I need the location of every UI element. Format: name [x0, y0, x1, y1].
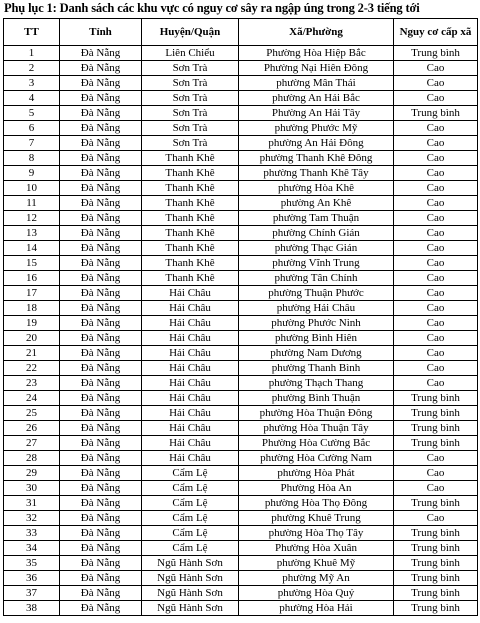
table-row	[4, 256, 478, 271]
cell-risk-level: Cao	[394, 376, 478, 391]
cell-district: Hải Châu	[142, 406, 239, 421]
cell-ward: Phường Hòa Xuân	[239, 541, 394, 556]
cell-risk-level: Cao	[394, 346, 478, 361]
cell-ward: phường Hòa Thọ Đông	[239, 496, 394, 511]
table-row	[4, 526, 478, 541]
cell-tt: 1	[4, 46, 60, 61]
table-row	[4, 451, 478, 466]
cell-risk-level: Cao	[394, 211, 478, 226]
cell-ward: phường Thạc Gián	[239, 241, 394, 256]
cell-province: Đà Nẵng	[60, 211, 142, 226]
cell-tt: 37	[4, 586, 60, 601]
cell-tt: 11	[4, 196, 60, 211]
table-row	[4, 556, 478, 571]
cell-district: Hải Châu	[142, 376, 239, 391]
cell-ward: phường Hòa Thọ Tây	[239, 526, 394, 541]
cell-district: Cẩm Lệ	[142, 526, 239, 541]
cell-province: Đà Nẵng	[60, 316, 142, 331]
cell-risk-level: Cao	[394, 151, 478, 166]
cell-province: Đà Nẵng	[60, 196, 142, 211]
cell-risk-level: Trung bình	[394, 421, 478, 436]
cell-ward: phường Thuận Phước	[239, 286, 394, 301]
cell-tt: 26	[4, 421, 60, 436]
cell-ward: phường Tam Thuận	[239, 211, 394, 226]
cell-tt: 14	[4, 241, 60, 256]
table-row	[4, 346, 478, 361]
cell-tt: 34	[4, 541, 60, 556]
cell-tt: 22	[4, 361, 60, 376]
cell-risk-level: Cao	[394, 271, 478, 286]
cell-tt: 25	[4, 406, 60, 421]
cell-province: Đà Nẵng	[60, 526, 142, 541]
cell-ward: phường Hòa Khê	[239, 181, 394, 196]
table-row	[4, 46, 478, 61]
cell-risk-level: Cao	[394, 196, 478, 211]
cell-district: Thanh Khê	[142, 181, 239, 196]
cell-district: Hải Châu	[142, 421, 239, 436]
cell-risk-level: Trung bình	[394, 571, 478, 586]
cell-province: Đà Nẵng	[60, 256, 142, 271]
cell-province: Đà Nẵng	[60, 511, 142, 526]
cell-district: Sơn Trà	[142, 61, 239, 76]
cell-risk-level: Trung bình	[394, 586, 478, 601]
cell-risk-level: Cao	[394, 76, 478, 91]
cell-province: Đà Nẵng	[60, 346, 142, 361]
cell-tt: 27	[4, 436, 60, 451]
cell-province: Đà Nẵng	[60, 361, 142, 376]
cell-ward: phường Thanh Khê Đông	[239, 151, 394, 166]
cell-district: Thanh Khê	[142, 211, 239, 226]
cell-province: Đà Nẵng	[60, 151, 142, 166]
cell-province: Đà Nẵng	[60, 241, 142, 256]
cell-tt: 29	[4, 466, 60, 481]
cell-risk-level: Cao	[394, 301, 478, 316]
table-row	[4, 541, 478, 556]
table-row	[4, 436, 478, 451]
cell-risk-level: Trung bình	[394, 436, 478, 451]
cell-tt: 7	[4, 136, 60, 151]
table-row	[4, 121, 478, 136]
table-header-row	[4, 19, 478, 46]
cell-tt: 3	[4, 76, 60, 91]
cell-district: Thanh Khê	[142, 166, 239, 181]
cell-risk-level: Cao	[394, 286, 478, 301]
cell-province: Đà Nẵng	[60, 586, 142, 601]
cell-district: Sơn Trà	[142, 76, 239, 91]
cell-province: Đà Nẵng	[60, 466, 142, 481]
table-row	[4, 136, 478, 151]
cell-tt: 2	[4, 61, 60, 76]
cell-ward: phường An Hải Bắc	[239, 91, 394, 106]
cell-risk-level: Cao	[394, 361, 478, 376]
cell-district: Cẩm Lệ	[142, 481, 239, 496]
table-row	[4, 241, 478, 256]
cell-tt: 13	[4, 226, 60, 241]
cell-ward: phường Vĩnh Trung	[239, 256, 394, 271]
cell-tt: 23	[4, 376, 60, 391]
cell-tt: 6	[4, 121, 60, 136]
cell-tt: 17	[4, 286, 60, 301]
cell-district: Cẩm Lệ	[142, 511, 239, 526]
cell-ward: Phường Hòa Cường Bắc	[239, 436, 394, 451]
cell-risk-level: Trung bình	[394, 46, 478, 61]
cell-district: Ngũ Hành Sơn	[142, 586, 239, 601]
cell-tt: 28	[4, 451, 60, 466]
cell-district: Sơn Trà	[142, 106, 239, 121]
cell-province: Đà Nẵng	[60, 226, 142, 241]
cell-district: Hải Châu	[142, 361, 239, 376]
cell-tt: 24	[4, 391, 60, 406]
cell-district: Hải Châu	[142, 391, 239, 406]
cell-district: Thanh Khê	[142, 271, 239, 286]
cell-district: Hải Châu	[142, 346, 239, 361]
cell-tt: 35	[4, 556, 60, 571]
cell-ward: phường Chính Gián	[239, 226, 394, 241]
cell-province: Đà Nẵng	[60, 391, 142, 406]
cell-risk-level: Cao	[394, 241, 478, 256]
header-district: Huyện/Quận	[142, 19, 239, 46]
cell-ward: phường Thạch Thang	[239, 376, 394, 391]
table-row	[4, 76, 478, 91]
table-row	[4, 421, 478, 436]
cell-province: Đà Nẵng	[60, 541, 142, 556]
cell-tt: 31	[4, 496, 60, 511]
risk-area-table	[3, 18, 478, 616]
cell-district: Sơn Trà	[142, 91, 239, 106]
cell-ward: phường Hòa Quý	[239, 586, 394, 601]
cell-risk-level: Trung bình	[394, 526, 478, 541]
cell-risk-level: Cao	[394, 451, 478, 466]
cell-ward: phường Bình Hiên	[239, 331, 394, 346]
table-row	[4, 601, 478, 616]
table-row	[4, 391, 478, 406]
cell-district: Sơn Trà	[142, 121, 239, 136]
cell-province: Đà Nẵng	[60, 46, 142, 61]
cell-district: Thanh Khê	[142, 196, 239, 211]
cell-district: Ngũ Hành Sơn	[142, 571, 239, 586]
cell-province: Đà Nẵng	[60, 61, 142, 76]
cell-tt: 20	[4, 331, 60, 346]
table-row	[4, 166, 478, 181]
cell-tt: 4	[4, 91, 60, 106]
cell-risk-level: Cao	[394, 166, 478, 181]
cell-tt: 16	[4, 271, 60, 286]
cell-tt: 32	[4, 511, 60, 526]
header-risk-level: Nguy cơ cấp xã	[394, 19, 478, 46]
cell-ward: phường Hòa Cường Nam	[239, 451, 394, 466]
table-row	[4, 316, 478, 331]
cell-district: Cẩm Lệ	[142, 496, 239, 511]
cell-district: Sơn Trà	[142, 136, 239, 151]
table-body	[4, 46, 478, 616]
cell-district: Hải Châu	[142, 436, 239, 451]
table-row	[4, 331, 478, 346]
cell-risk-level: Trung bình	[394, 391, 478, 406]
cell-province: Đà Nẵng	[60, 406, 142, 421]
document-title: Phụ lục 1: Danh sách các khu vực có nguy cơ sây ra ngập úng trong 2-3 tiếng tới	[4, 1, 420, 15]
table-row	[4, 496, 478, 511]
table-row	[4, 586, 478, 601]
cell-ward: phường Phước Mỹ	[239, 121, 394, 136]
cell-ward: phường Hòa Phát	[239, 466, 394, 481]
cell-district: Thanh Khê	[142, 256, 239, 271]
cell-district: Hải Châu	[142, 331, 239, 346]
cell-ward: phường Tân Chính	[239, 271, 394, 286]
cell-province: Đà Nẵng	[60, 601, 142, 616]
table-row	[4, 511, 478, 526]
cell-ward: phường An Hải Đông	[239, 136, 394, 151]
header-province: Tỉnh	[60, 19, 142, 46]
cell-risk-level: Cao	[394, 331, 478, 346]
cell-ward: phường Hòa Hải	[239, 601, 394, 616]
cell-ward: phường Hòa Thuận Đông	[239, 406, 394, 421]
table-row	[4, 226, 478, 241]
cell-tt: 12	[4, 211, 60, 226]
cell-province: Đà Nẵng	[60, 496, 142, 511]
cell-province: Đà Nẵng	[60, 556, 142, 571]
cell-ward: phường Hòa Thuận Tây	[239, 421, 394, 436]
cell-ward: phường Thanh Khê Tây	[239, 166, 394, 181]
cell-province: Đà Nẵng	[60, 286, 142, 301]
cell-risk-level: Cao	[394, 91, 478, 106]
cell-tt: 38	[4, 601, 60, 616]
cell-tt: 30	[4, 481, 60, 496]
cell-risk-level: Cao	[394, 481, 478, 496]
cell-tt: 8	[4, 151, 60, 166]
cell-district: Hải Châu	[142, 301, 239, 316]
cell-district: Ngũ Hành Sơn	[142, 601, 239, 616]
cell-province: Đà Nẵng	[60, 451, 142, 466]
cell-ward: phường Khuê Trung	[239, 511, 394, 526]
cell-tt: 15	[4, 256, 60, 271]
cell-risk-level: Cao	[394, 256, 478, 271]
cell-risk-level: Cao	[394, 181, 478, 196]
cell-ward: phường Khuê Mỹ	[239, 556, 394, 571]
header-tt: TT	[4, 19, 60, 46]
cell-district: Ngũ Hành Sơn	[142, 556, 239, 571]
cell-district: Liên Chiểu	[142, 46, 239, 61]
cell-risk-level: Trung bình	[394, 541, 478, 556]
cell-province: Đà Nẵng	[60, 121, 142, 136]
cell-district: Thanh Khê	[142, 241, 239, 256]
cell-district: Hải Châu	[142, 286, 239, 301]
table-row	[4, 361, 478, 376]
cell-province: Đà Nẵng	[60, 91, 142, 106]
cell-province: Đà Nẵng	[60, 76, 142, 91]
cell-risk-level: Cao	[394, 511, 478, 526]
cell-province: Đà Nẵng	[60, 421, 142, 436]
cell-province: Đà Nẵng	[60, 106, 142, 121]
header-ward: Xã/Phường	[239, 19, 394, 46]
cell-ward: Phường Hòa Hiệp Bắc	[239, 46, 394, 61]
cell-district: Thanh Khê	[142, 226, 239, 241]
table-row	[4, 61, 478, 76]
cell-district: Hải Châu	[142, 451, 239, 466]
cell-ward: Phường Hòa An	[239, 481, 394, 496]
table-row	[4, 106, 478, 121]
table-row	[4, 376, 478, 391]
cell-ward: phường Phước Ninh	[239, 316, 394, 331]
cell-province: Đà Nẵng	[60, 181, 142, 196]
cell-tt: 10	[4, 181, 60, 196]
cell-risk-level: Trung bình	[394, 496, 478, 511]
cell-risk-level: Cao	[394, 226, 478, 241]
cell-province: Đà Nẵng	[60, 571, 142, 586]
cell-tt: 36	[4, 571, 60, 586]
table-row	[4, 91, 478, 106]
cell-risk-level: Trung bình	[394, 601, 478, 616]
cell-province: Đà Nẵng	[60, 481, 142, 496]
table-row	[4, 196, 478, 211]
table-row	[4, 571, 478, 586]
table-row	[4, 301, 478, 316]
cell-tt: 19	[4, 316, 60, 331]
cell-province: Đà Nẵng	[60, 301, 142, 316]
cell-risk-level: Cao	[394, 316, 478, 331]
cell-ward: phường An Khê	[239, 196, 394, 211]
table-row	[4, 406, 478, 421]
table-row	[4, 211, 478, 226]
cell-tt: 18	[4, 301, 60, 316]
cell-risk-level: Cao	[394, 136, 478, 151]
cell-district: Thanh Khê	[142, 151, 239, 166]
cell-district: Hải Châu	[142, 316, 239, 331]
cell-province: Đà Nẵng	[60, 136, 142, 151]
table-row	[4, 271, 478, 286]
cell-risk-level: Trung bình	[394, 406, 478, 421]
cell-ward: phường Mỹ An	[239, 571, 394, 586]
cell-province: Đà Nẵng	[60, 331, 142, 346]
cell-risk-level: Cao	[394, 121, 478, 136]
cell-ward: phường Thanh Bình	[239, 361, 394, 376]
cell-risk-level: Trung bình	[394, 106, 478, 121]
cell-risk-level: Cao	[394, 61, 478, 76]
table-row	[4, 151, 478, 166]
cell-ward: Phường An Hải Tây	[239, 106, 394, 121]
cell-tt: 33	[4, 526, 60, 541]
cell-risk-level: Trung bình	[394, 556, 478, 571]
cell-province: Đà Nẵng	[60, 436, 142, 451]
cell-risk-level: Cao	[394, 466, 478, 481]
cell-ward: phường Mân Thái	[239, 76, 394, 91]
table-row	[4, 181, 478, 196]
cell-tt: 9	[4, 166, 60, 181]
table-row	[4, 481, 478, 496]
cell-province: Đà Nẵng	[60, 376, 142, 391]
table-row	[4, 466, 478, 481]
cell-district: Cẩm Lệ	[142, 541, 239, 556]
cell-tt: 21	[4, 346, 60, 361]
table-row	[4, 286, 478, 301]
cell-ward: phường Hải Châu	[239, 301, 394, 316]
cell-tt: 5	[4, 106, 60, 121]
cell-province: Đà Nẵng	[60, 271, 142, 286]
cell-province: Đà Nẵng	[60, 166, 142, 181]
cell-ward: phường Nam Dương	[239, 346, 394, 361]
cell-ward: phường Bình Thuận	[239, 391, 394, 406]
cell-district: Cẩm Lệ	[142, 466, 239, 481]
cell-ward: Phường Nại Hiên Đông	[239, 61, 394, 76]
